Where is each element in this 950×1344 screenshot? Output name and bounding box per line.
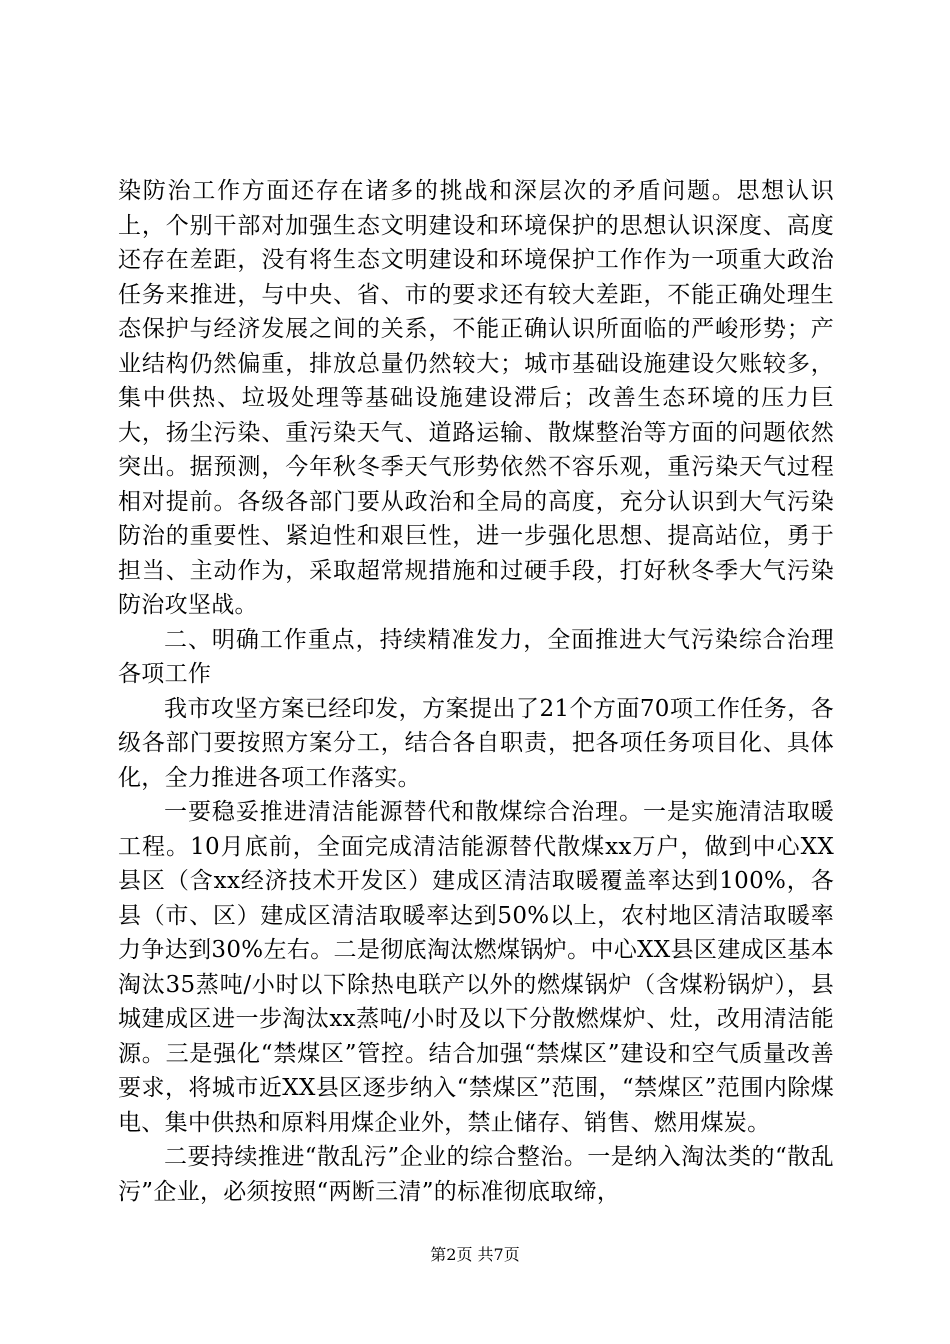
paragraph-1: 染防治工作方面还存在诸多的挑战和深层次的矛盾问题。思想认识上，个别干部对加强生态文明建设和环境保护的思想认识深度、高度还存在差距，没有将生态文明建设和环境保护工作作为一项重大政治任务来推进，与中央、省、市的要求还有较大差距，不能正确处理生态保护与经济发展之间的关系，不能正确认识所面临的严峻形势；产业结构仍然偏重，排放总量仍然较大；城市基础设施建设欠账较多，集中供热、垃圾处理等基础设施建设滞后；改善生态环境的压力巨大，扬尘污染、重污染天气、道路运输、散煤整治等方面的问题依然突出。据预测，今年秋冬季天气形势依然不容乐观，重污染天气过程相对提前。各级各部门要从政治和全局的高度，充分认识到大气污染防治的重要性、紧迫性和艰巨性，进一步强化思想、提高站位，勇于担当、主动作为，采取超常规措施和过硬手段，打好秋冬季大气污染防治攻坚战。: [118, 178, 834, 618]
section-heading-2: 二、明确工作重点，持续精准发力，全面推进大气污染综合治理各项工作: [118, 626, 834, 687]
paragraph-4: 一要稳妥推进清洁能源替代和散煤综合治理。一是实施清洁取暖工程。10月底前，全面完成清洁能源替代散煤xx万户，做到中心XX县区（含xx经济技术开发区）建成区清洁取暖覆盖率达到100%，各县（市、区）建成区清洁取暖率达到50%以上，农村地区清洁取暖率力争达到30%左右。二是彻底淘汰燃煤锅炉。中心XX县区建成区基本淘汰35蒸吨/小时以下除热电联产以外的燃煤锅炉（含煤粉锅炉），县城建成区进一步淘汰xx蒸吨/小时及以下分散燃煤炉、灶，改用清洁能源。三是强化“禁煤区”管控。结合加强“禁煤区”建设和空气质量改善要求，将城市近XX县区逐步纳入“禁煤区”范围，“禁煤区”范围内除煤电、集中供热和原料用煤企业外，禁止储存、销售、燃用煤炭。: [118, 799, 834, 1136]
page-number-footer: 第2页 共7页: [430, 1245, 520, 1264]
paragraph-5: 二要持续推进“散乱污”企业的综合整治。一是纳入淘汰类的“散乱污”企业，必须按照“两断三清”的标准彻底取缔，: [118, 1144, 834, 1205]
paragraph-3: 我市攻坚方案已经印发，方案提出了21个方面70项工作任务，各级各部门要按照方案分工，结合各自职责，把各项任务项目化、具体化，全力推进各项工作落实。: [118, 695, 834, 791]
document-body: [118, 174, 834, 1209]
